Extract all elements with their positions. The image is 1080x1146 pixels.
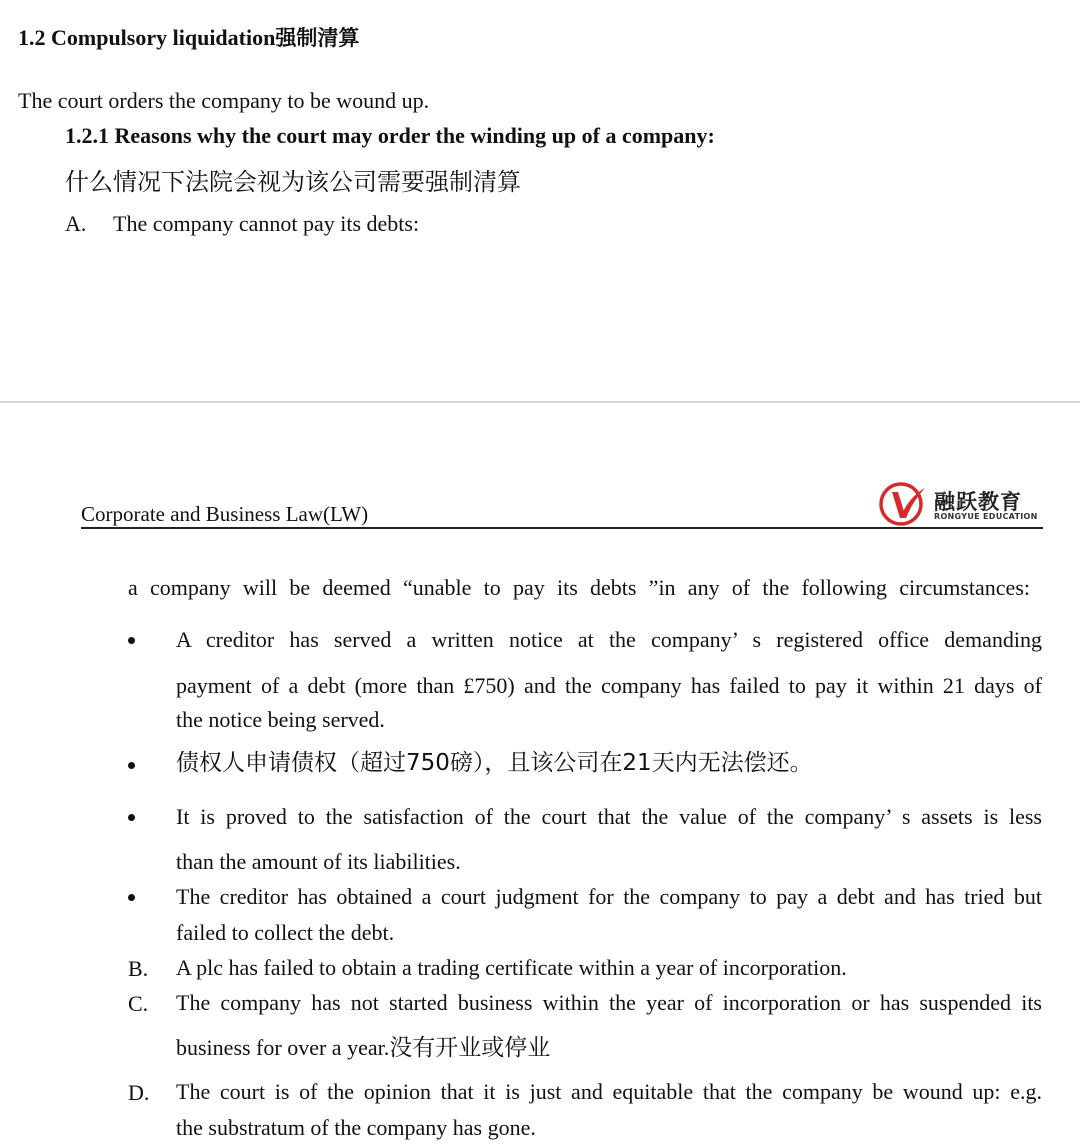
section-heading-cn: 强制清算: [275, 26, 360, 50]
section-heading: [18, 22, 359, 52]
bullet-3-line-1: It is proved to the satisfaction of the court that the value of the company’ s assets is less: [176, 804, 1042, 829]
bullet-1-line-3: the notice being served.: [176, 707, 385, 732]
brand-logo: [878, 480, 1048, 526]
item-a-text: The company cannot pay its debts:: [113, 211, 420, 236]
item-c-line-2-en: business for over a year.: [176, 1035, 390, 1060]
circumstances-intro: a company will be deemed “unable to pay its debts ”in any of the following circumstances:: [128, 575, 1030, 600]
logo-en-text: RONGYUE EDUCATION: [934, 512, 1038, 521]
bullet-3-line-2: than the amount of its liabilities.: [176, 849, 461, 874]
item-c-line-1: The company has not started business within the year of incorporation or has suspended its: [176, 990, 1042, 1015]
item-c-letter: C.: [128, 991, 149, 1016]
item-b-text: A plc has failed to obtain a trading certificate within a year of incorporation.: [176, 955, 847, 980]
item-d-letter: D.: [128, 1080, 150, 1105]
bullet-marker: [128, 806, 140, 818]
page-separator: [0, 401, 1080, 403]
item-d-line-1: The court is of the opinion that it is just and equitable that the company be wound up: e.g.: [176, 1079, 1042, 1104]
rongyue-logo-icon: [878, 480, 926, 526]
item-a-letter: A.: [65, 211, 87, 236]
section-heading-en: 1.2 Compulsory liquidation: [18, 25, 276, 50]
bullet-marker: [128, 629, 140, 641]
logo-cn-text: 融跃教育: [934, 490, 1022, 514]
subsection-heading-cn: 什么情况下法院会视为该公司需要强制清算: [65, 168, 521, 196]
intro-paragraph: The court orders the company to be wound up.: [18, 88, 430, 113]
bullet-marker: [128, 886, 140, 898]
bullet-marker: [128, 754, 140, 766]
bullet-1-line-1: A creditor has served a written notice at the company’ s registered office demanding: [176, 627, 1042, 652]
bullet-1-line-2: payment of a debt (more than £750) and the company has failed to pay it within 21 days of: [176, 673, 1042, 698]
item-d-line-2: the substratum of the company has gone.: [176, 1115, 536, 1140]
item-c-line-2: [176, 1030, 550, 1066]
bullet-4-line-1: The creditor has obtained a court judgment for the company to pay a debt and has tried but: [176, 884, 1042, 909]
item-b-letter: B.: [128, 956, 149, 981]
subsection-heading: 1.2.1 Reasons why the court may order the winding up of a company:: [65, 123, 715, 148]
header-rule: [81, 527, 1043, 529]
running-header: Corporate and Business Law(LW): [81, 502, 369, 526]
item-c-line-2-cn: 没有开业或停业: [389, 1035, 551, 1061]
bullet-4-line-2: failed to collect the debt.: [176, 920, 395, 945]
bullet-2-cn: 债权人申请债权（超过750磅），且该公司在21天内无法偿还。: [176, 750, 813, 776]
